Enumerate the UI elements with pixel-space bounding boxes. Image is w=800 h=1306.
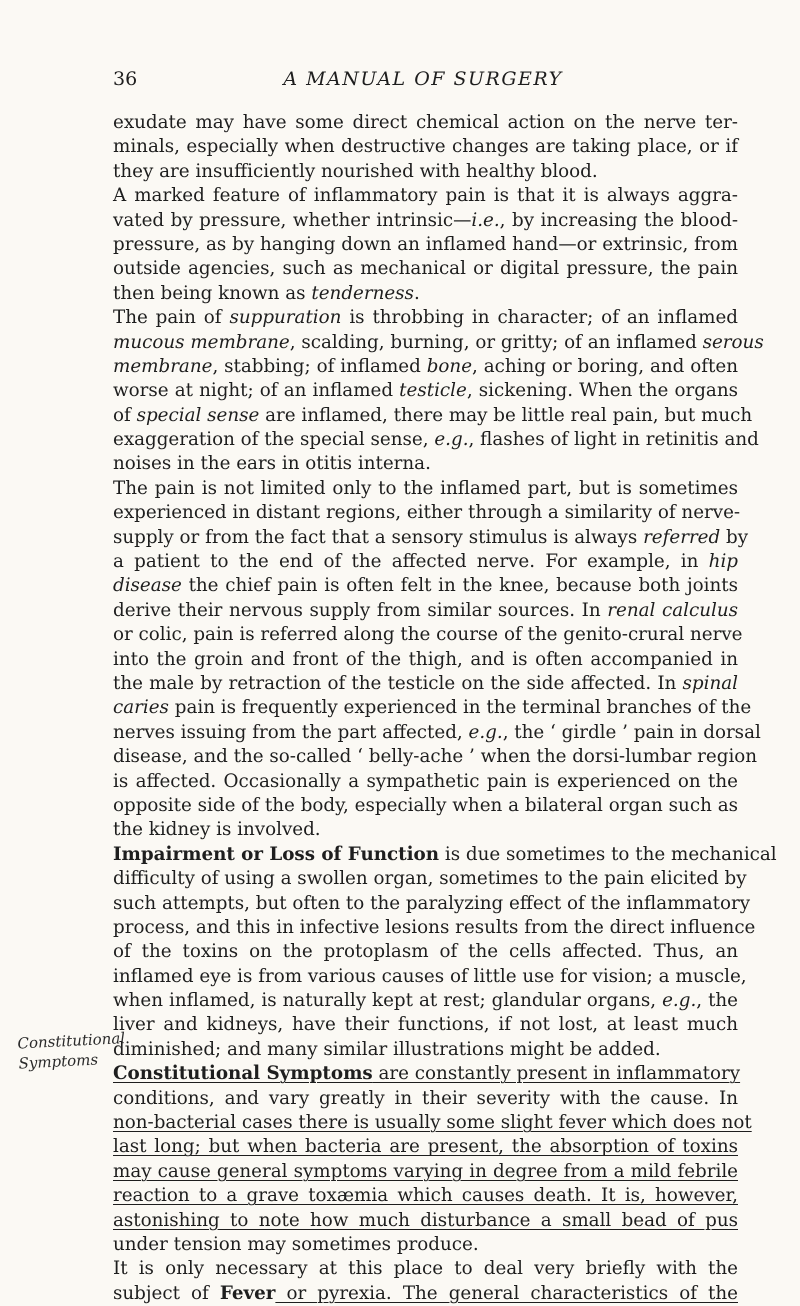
text-line: minals, especially when destructive changes are taking place, or if bbox=[113, 136, 738, 158]
body-text bbox=[113, 111, 777, 1306]
text-line: liver and kidneys, have their functions, if not lost, at least much bbox=[113, 1014, 738, 1036]
text-line: reaction to a grave toxæmia which causes death. It is, however, bbox=[113, 1185, 738, 1207]
text-line: difficulty of using a swollen organ, sometimes to the pain elicited by bbox=[113, 868, 747, 890]
text-line: worse at night; of an inflamed testicle, sickening. When the organs bbox=[113, 380, 738, 402]
text-line: the kidney is involved. bbox=[113, 819, 321, 841]
running-head: A MANUAL OF SURGERY bbox=[283, 68, 563, 90]
margin-note-line-2: Symptoms bbox=[18, 1050, 99, 1073]
text-line: conditions, and vary greatly in their severity with the cause. In bbox=[113, 1087, 738, 1109]
handwritten-margin-note bbox=[17, 1028, 126, 1073]
text-line: such attempts, but often to the paralyzing effect of the inflammatory bbox=[113, 892, 751, 914]
text-line: a patient to the end of the affected nerve. For example, in hip bbox=[113, 551, 738, 573]
text-line: vated by pressure, whether intrinsic—i.e., by increasing the blood- bbox=[113, 209, 738, 231]
text-line: then being known as tenderness. bbox=[113, 282, 420, 304]
page-header bbox=[113, 68, 733, 94]
text-line: of special sense are inflamed, there may be little real pain, but much bbox=[113, 404, 753, 426]
margin-note-line-1: Constitutional bbox=[17, 1029, 126, 1053]
text-line: outside agencies, such as mechanical or digital pressure, the pain bbox=[113, 258, 738, 280]
text-line: of the toxins on the protoplasm of the cells affected. Thus, an bbox=[113, 941, 738, 963]
text-line: noises in the ears in otitis interna. bbox=[113, 453, 431, 475]
text-line: caries pain is frequently experienced in the terminal branches of the bbox=[113, 697, 752, 719]
text-line: membrane, stabbing; of inflamed bone, aching or boring, and often bbox=[113, 355, 738, 377]
text-line: process, and this in infective lesions results from the direct influence bbox=[113, 916, 756, 938]
text-line: experienced in distant regions, either through a similarity of nerve- bbox=[113, 502, 741, 524]
text-line: or colic, pain is referred along the course of the genito-crural nerve bbox=[113, 624, 743, 646]
text-line: The pain is not limited only to the inflamed part, but is sometimes bbox=[113, 477, 738, 499]
text-line: inflamed eye is from various causes of little use for vision; a muscle, bbox=[113, 965, 747, 987]
text-line: Impairment or Loss of Function is due sometimes to the mechanical bbox=[113, 843, 777, 865]
text-line: It is only necessary at this place to deal very briefly with the bbox=[113, 1258, 738, 1280]
page-number: 36 bbox=[113, 68, 138, 90]
text-line: disease, and the so-called ‘ belly-ache ’ when the dorsi-lumbar region bbox=[113, 746, 758, 768]
text-line: Constitutional Symptoms are constantly present in inflammatory bbox=[113, 1063, 741, 1085]
text-line: they are insufficiently nourished with healthy blood. bbox=[113, 160, 598, 182]
text-line: when inflamed, is naturally kept at rest; glandular organs, e.g., the bbox=[113, 990, 739, 1012]
text-line: diminished; and many similar illustrations might be added. bbox=[113, 1038, 661, 1060]
text-line: A marked feature of inflammatory pain is that it is always aggra- bbox=[113, 185, 738, 207]
text-line: nerves issuing from the part affected, e.g., the ‘ girdle ’ pain in dorsal bbox=[113, 721, 761, 743]
text-line: the male by retraction of the testicle on the side affected. In spinal bbox=[113, 672, 738, 694]
text-line: into the groin and front of the thigh, and is often accompanied in bbox=[113, 648, 738, 670]
text-line: The pain of suppuration is throbbing in character; of an inflamed bbox=[113, 307, 738, 329]
text-line: supply or from the fact that a sensory stimulus is always referred by bbox=[113, 526, 749, 548]
text-line: disease the chief pain is often felt in the knee, because both joints bbox=[113, 575, 738, 597]
text-line: may cause general symptoms varying in degree from a mild febrile bbox=[113, 1160, 738, 1182]
text-line: mucous membrane, scalding, burning, or gritty; of an inflamed serous bbox=[113, 331, 764, 353]
text-line: exudate may have some direct chemical action on the nerve ter- bbox=[113, 112, 738, 133]
text-line: exaggeration of the special sense, e.g., flashes of light in retinitis and bbox=[113, 429, 759, 451]
text-line: subject of Fever or pyrexia. The general characteristics of the bbox=[113, 1282, 738, 1304]
text-line: pressure, as by hanging down an inflamed hand—or extrinsic, from bbox=[113, 233, 738, 255]
text-line: is affected. Occasionally a sympathetic pain is experienced on the bbox=[113, 770, 738, 792]
text-line: non-bacterial cases there is usually some slight fever which does not bbox=[113, 1112, 752, 1134]
text-line: derive their nervous supply from similar sources. In renal calculus bbox=[113, 599, 738, 621]
text-line: astonishing to note how much disturbance a small bead of pus bbox=[113, 1209, 738, 1231]
text-line: opposite side of the body, especially when a bilateral organ such as bbox=[113, 794, 738, 816]
text-line: last long; but when bacteria are present, the absorption of toxins bbox=[113, 1136, 738, 1158]
text-line: under tension may sometimes produce. bbox=[113, 1233, 479, 1255]
